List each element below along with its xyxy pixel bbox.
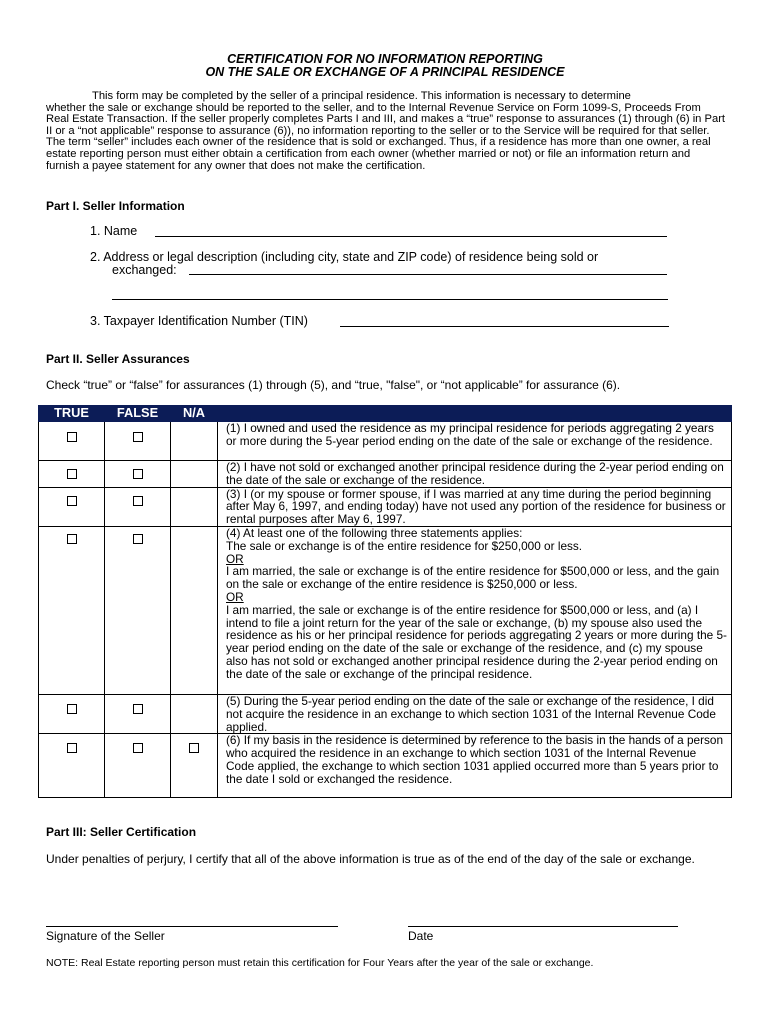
assurance-4-or-1: OR [226,551,244,566]
date-label: Date [408,929,434,943]
col-false-header: FALSE [105,406,171,422]
retention-note: NOTE: Real Estate reporting person must retain this certification for Four Years after the year of the sale or exchange. [46,957,594,969]
intro-first-line: This form may be completed by the seller of a principal residence. This information is necessary to determine [92,90,631,102]
intro-paragraph [46,91,726,172]
true-checkbox-4[interactable] [67,534,77,544]
tin-label: 3. Taxpayer Identification Number (TIN) [90,314,308,328]
na-checkbox-6[interactable] [189,743,199,753]
assurance-2-text: (2) I have not sold or exchanged another principal residence during the 2-year period ending on the date of the sale or exchange of the residence. [218,461,732,488]
signature-field[interactable] [46,926,338,927]
tin-field[interactable] [340,326,669,327]
true-checkbox-3[interactable] [67,496,77,506]
name-label: 1. Name [90,224,138,238]
false-checkbox-6[interactable] [133,743,143,753]
form-title-line1: CERTIFICATION FOR NO INFORMATION REPORTING [227,52,543,66]
true-checkbox-6[interactable] [67,743,77,753]
address-field-line1[interactable] [189,274,667,275]
signature-label: Signature of the Seller [46,929,165,943]
assurance-4-intro: (4) At least one of the following three statements applies: [226,525,523,540]
assurance-4-or-2: OR [226,589,244,604]
assurance-4-statement-2: I am married, the sale or exchange is of the entire residence for $500,000 or less, and the gain on the sale or exchange of the entire residence is $250,000 or less. [226,564,720,592]
true-checkbox-1[interactable] [67,432,77,442]
assurance-1-text: (1) I owned and used the residence as my principal residence for periods aggregating 2 years or more during the 5-year period ending on the date of the sale or exchange of the residence. [218,422,732,461]
col-na-header: N/A [171,406,218,422]
intro-body: whether the sale or exchange should be reported to the seller, and to the Internal Revenue Service on Form 1099-S, Proceeds From Real Estate Transaction. If the seller properly completes Parts I and III, and makes a “true” response to assurances (1) through (6) in Part II or a “not applicable” response to assurance (6)), no information reporting to the seller or to the Service will be required for that seller. The term “seller” includes each owner of the residence that is sold or exchanged. Thus, if a residence has more than one owner, a real estate reporting person must either obtain a certification from each owner (whether married or not) or file an information return and furnish a payee statement for any owner that does not make the certification. [46,101,726,172]
assurance-row-5 [39,694,732,733]
part2-heading: Part II. Seller Assurances [46,352,190,366]
assurance-row-3 [39,487,732,526]
assurance-3-text: (3) I (or my spouse or former spouse, if I was married at any time during the period beginning after May 6, 1997, and ending today) have not used any portion of the residence for business or rental purposes after May 6, 1997. [218,487,732,526]
name-field[interactable] [155,236,667,237]
true-checkbox-2[interactable] [67,469,77,479]
assurance-5-text: (5) During the 5-year period ending on the date of the sale or exchange of the residence, I did not acquire the residence in an exchange to which section 1031 of the Internal Revenue Code applied. [218,694,732,733]
assurance-row-6 [39,734,732,798]
form-title-line2: ON THE SALE OR EXCHANGE OF A PRINCIPAL RESIDENCE [205,65,565,79]
assurance-row-1 [39,422,732,461]
true-checkbox-5[interactable] [67,704,77,714]
assurance-4-text [218,526,732,694]
assurance-6-text: (6) If my basis in the residence is determined by reference to the basis in the hands of a person who acquired the residence in an exchange to which section 1031 of the Internal Revenue Code applied, the exchange to which section 1031 applied occurred more than 5 years prior to the date I sold or exchanged the residence. [218,734,732,798]
date-field[interactable] [408,926,678,927]
false-checkbox-1[interactable] [133,432,143,442]
false-checkbox-4[interactable] [133,534,143,544]
address-field-line2[interactable] [112,299,668,300]
false-checkbox-3[interactable] [133,496,143,506]
part1-heading: Part I. Seller Information [46,199,185,213]
assurances-table [38,405,732,798]
part2-instruction: Check “true” or “false” for assurances (1) through (5), and “true, "false", or “not applicable” for assurance (6). [46,378,621,392]
false-checkbox-2[interactable] [133,469,143,479]
assurance-row-4 [39,526,732,694]
part3-heading: Part III: Seller Certification [46,825,197,839]
assurance-row-2 [39,461,732,488]
assurance-4-statement-3: I am married, the sale or exchange is of the entire residence for $500,000 or less, and (a) I intend to file a joint return for the year of the sale or exchange, (b) my spouse also used the residence as his or her principal residence for periods aggregating 2 years or more during the 5-year period ending on the date of the sale or exchange of the residence, and (c) my spouse also has not sold or exchanged another principal residence during the 2-year period ending on the date of the sale or exchange of the principal residence. [226,602,727,681]
col-true-header: TRUE [39,406,105,422]
address-label-cont: exchanged: [112,263,177,277]
col-text-header [218,406,732,422]
false-checkbox-5[interactable] [133,704,143,714]
certification-text: Under penalties of perjury, I certify that all of the above information is true as of the end of the day of the sale or exchange. [46,852,695,866]
assurance-4-statement-1: The sale or exchange is of the entire residence for $250,000 or less. [226,538,583,553]
address-label: 2. Address or legal description (including city, state and ZIP code) of residence being sold or [90,250,599,264]
